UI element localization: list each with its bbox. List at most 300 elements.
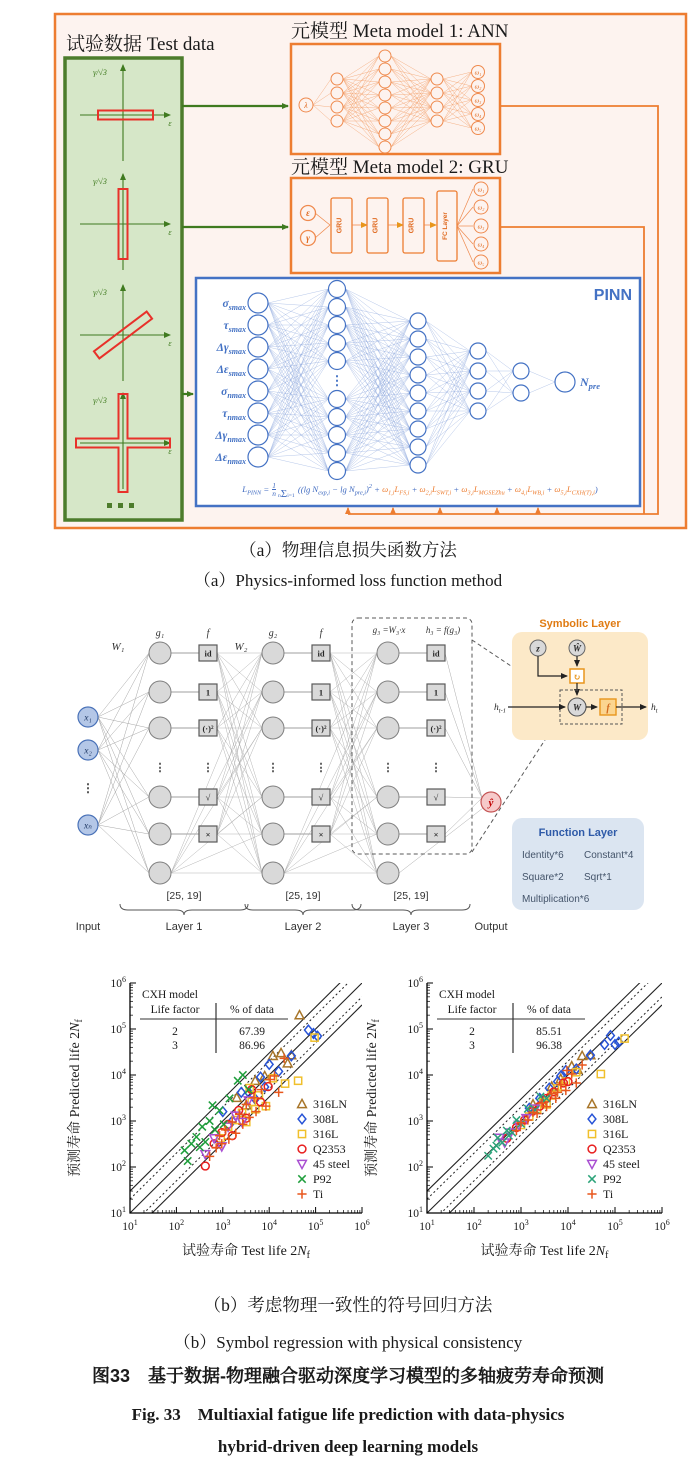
- figure-title-en-1: Fig. 33 Multiaxial fatigue life prediction with data-physics: [131, 1405, 565, 1424]
- formula-token: $\omega_{1,i}$: [382, 484, 395, 498]
- eql-op-label: √: [205, 792, 211, 803]
- x-tick-label: $10^4$: [261, 1218, 277, 1233]
- eql-op-label: id: [432, 648, 440, 659]
- eql-col-dots: ⋮: [382, 762, 394, 774]
- function-layer-item: Multiplication*6: [522, 894, 590, 905]
- eql-edge: [98, 797, 149, 825]
- table-col1-header: Life factor: [447, 1004, 497, 1016]
- f2-label: f: [319, 628, 323, 639]
- y-axis-title: 预测寿命 Predicted life $2N_f$: [365, 1019, 382, 1177]
- symbolic-layer-title: Symbolic Layer: [539, 618, 621, 630]
- ann-output-label: ω₅: [474, 125, 482, 133]
- table-col2-header: % of data: [526, 1004, 572, 1016]
- pinn-node: [248, 381, 268, 401]
- pinn-node: [410, 349, 426, 365]
- gamma-axis-label: γ/√3: [93, 288, 107, 297]
- eql-g-node: [377, 786, 399, 808]
- y-tick-label: $10^1$: [110, 1205, 126, 1220]
- layer-dims-label: [25, 19]: [285, 890, 321, 902]
- ann-node: [379, 102, 391, 114]
- eql-op-label: 1: [433, 687, 439, 698]
- w-hat-label: Ŵ: [572, 643, 582, 654]
- table-col2-header: % of data: [229, 1004, 275, 1016]
- epsilon-axis-label: ε: [168, 339, 172, 348]
- g2-label: g₂: [268, 628, 278, 639]
- ann-output-label: ω₄: [474, 111, 482, 119]
- eql-col-dots: ⋮: [430, 762, 442, 774]
- pinn-input-label: $\tau_{nmax}$: [222, 408, 246, 422]
- eql-edge: [98, 653, 149, 825]
- eql-op-label: (·)²: [202, 723, 214, 734]
- x-tick-label: $10^4$: [560, 1218, 576, 1233]
- epsilon-axis-label: ε: [168, 119, 172, 128]
- eql-op-label: √: [433, 792, 439, 803]
- eql-g-node: [262, 681, 284, 703]
- eql-col-dots: ⋮: [154, 762, 166, 774]
- figure-title-en-2: hybrid-driven deep learning models: [217, 1437, 479, 1456]
- gru-block-label: GRU: [372, 217, 380, 234]
- pinn-node: [248, 359, 268, 379]
- eql-edge: [330, 797, 377, 873]
- y-tick-label: $10^6$: [110, 975, 126, 990]
- formula-token: $\omega_{3,i}$: [461, 484, 474, 498]
- gru-output-label: ω₁: [477, 186, 485, 194]
- ann-node: [331, 87, 343, 99]
- eql-edge: [284, 692, 377, 873]
- table-col1-header: Life factor: [150, 1004, 200, 1016]
- legend-marker: [298, 1130, 305, 1137]
- layer-name-label: Output: [474, 921, 508, 933]
- eql-g-node: [377, 642, 399, 664]
- pinn-input-label: $\Delta\varepsilon_{smax}$: [216, 364, 246, 378]
- pinn-node: [470, 363, 486, 379]
- figure-title-zh: 图33 基于数据-物理融合驱动深度学习模型的多轴疲劳寿命预测: [91, 1366, 604, 1386]
- eql-output-label: ŷ: [488, 797, 494, 809]
- scatter-point: [295, 1011, 304, 1019]
- scatter-point: [209, 1102, 216, 1109]
- pinn-node: [555, 372, 575, 392]
- gru-output-label: ω₄: [477, 241, 485, 249]
- legend-marker: [588, 1114, 596, 1124]
- g1-label: g₁: [155, 628, 165, 639]
- ann-node: [379, 128, 391, 140]
- scatter-point: [202, 1138, 209, 1145]
- eql-edge: [98, 717, 149, 873]
- pinn-node: [410, 403, 426, 419]
- z-label: z: [536, 643, 540, 654]
- table-title: CXH model: [439, 989, 495, 1001]
- eql-input-label: x₂: [84, 746, 92, 757]
- pinn-node: [248, 337, 268, 357]
- eql-edge: [98, 728, 149, 825]
- scatter-point: [231, 1129, 240, 1138]
- pinn-input-label: $\sigma_{nmax}$: [221, 386, 246, 400]
- x-tick-label: $10^5$: [307, 1218, 324, 1233]
- legend: [587, 1097, 640, 1201]
- x-tick-label: $10^3$: [215, 1218, 231, 1233]
- function-layer-item: Square*2: [522, 872, 564, 883]
- table-percent: 86.96: [239, 1040, 265, 1052]
- y-tick-label: $10^2$: [407, 1159, 423, 1174]
- table-percent: 96.38: [536, 1040, 562, 1052]
- eql-g-node: [262, 862, 284, 884]
- x-axis-title: 试验寿命 Test life $2N_f$: [182, 1244, 310, 1261]
- caption-b-en: （b）Symbol regression with physical consistency: [173, 1333, 523, 1352]
- eql-g-node: [262, 786, 284, 808]
- formula-token: ((lg: [295, 484, 313, 495]
- legend-marker: [297, 1189, 306, 1198]
- legend-label: P92: [603, 1172, 622, 1186]
- pinn-node: [329, 353, 346, 370]
- layer-name-label: Layer 3: [392, 921, 430, 933]
- legend-marker: [588, 1160, 597, 1168]
- legend: [297, 1097, 350, 1201]
- fc-layer-label: FC Layer: [442, 212, 449, 240]
- eql-edge: [98, 653, 149, 750]
- layer-brace: [352, 904, 470, 915]
- ann-input-label: λ: [304, 101, 308, 110]
- eql-input-label: x₁: [84, 713, 92, 724]
- eql-g-node: [377, 862, 399, 884]
- legend-label: Q2353: [603, 1142, 636, 1156]
- legend-label: 316L: [313, 1127, 339, 1141]
- f1-label: f: [206, 628, 210, 639]
- table-life-factor: 3: [172, 1040, 178, 1052]
- formula-token: − lg: [330, 484, 349, 495]
- pinn-input-label: $\Delta\gamma_{smax}$: [216, 342, 246, 356]
- eql-g-node: [149, 642, 171, 664]
- formula-token: $L_{SWT,i}$: [432, 484, 452, 498]
- pinn-node: [410, 385, 426, 401]
- legend-label: 316LN: [313, 1097, 347, 1111]
- formula-token: $\omega_{4,i}$: [514, 484, 528, 498]
- eql-edge: [98, 717, 149, 834]
- gru-input-label: ε: [306, 208, 310, 218]
- ann-node: [431, 87, 443, 99]
- pinn-node: [329, 409, 346, 426]
- scatter-point: [295, 1077, 302, 1084]
- inset-table: [140, 989, 288, 1053]
- pinn-node: [329, 299, 346, 316]
- eql-op-label: id: [317, 648, 325, 659]
- scatter-point: [193, 1133, 200, 1140]
- panel-a: [55, 14, 686, 528]
- eql-edge: [98, 692, 149, 750]
- w-label: W: [572, 702, 582, 713]
- table-percent: 85.51: [536, 1026, 562, 1038]
- eql-edge: [217, 692, 262, 873]
- function-layer-item: Sqrt*1: [584, 872, 612, 883]
- concat-icon: ↻: [573, 672, 581, 682]
- function-layer-item: Constant*4: [584, 850, 634, 861]
- formula-token: $\omega_{5,i}$: [554, 484, 567, 498]
- function-layer: [512, 818, 644, 910]
- eql-op-label: ×: [318, 829, 324, 840]
- eql-op-label: 1: [205, 687, 211, 698]
- formula-token: $L_{PINN}$: [242, 484, 262, 498]
- gamma-axis-label: γ/√3: [93, 177, 107, 186]
- pinn-node: [513, 385, 529, 401]
- scatter-point: [239, 1071, 246, 1078]
- gru-output-label: ω₂: [477, 204, 485, 212]
- eql-op-label: (·)²: [315, 723, 327, 734]
- eql-g-node: [377, 823, 399, 845]
- eql-g-node: [262, 823, 284, 845]
- formula-token: nΣi=1: [277, 488, 295, 501]
- legend-marker: [588, 1099, 597, 1107]
- eql-g-node: [149, 786, 171, 808]
- pinn-input-label: $\sigma_{smax}$: [222, 298, 246, 312]
- panel-b: [76, 618, 658, 933]
- legend-marker: [588, 1175, 595, 1182]
- pinn-node: [470, 383, 486, 399]
- ann-node: [379, 50, 391, 62]
- eql-op-label: id: [204, 648, 212, 659]
- legend-marker: [587, 1189, 596, 1198]
- legend-marker: [298, 1160, 307, 1168]
- pinn-model: [196, 278, 640, 506]
- scatter-plot-right: [364, 961, 670, 1261]
- formula-token: )$^2$: [365, 483, 372, 495]
- ann-node: [331, 73, 343, 85]
- eql-op-label: √: [318, 792, 324, 803]
- gamma-axis-label: γ/√3: [93, 396, 107, 405]
- ann-output-label: ω₃: [474, 97, 482, 105]
- ellipsis-dot: [118, 503, 123, 508]
- formula-token: ): [594, 484, 598, 495]
- layer-dims-label: [25, 19]: [166, 890, 202, 902]
- eql-edge: [217, 797, 262, 873]
- scatter-point: [265, 1060, 273, 1070]
- eql-edge: [217, 728, 262, 873]
- eql-g-node: [149, 862, 171, 884]
- formula-token: $\frac{1}{n}$: [272, 481, 276, 499]
- w1-label: W₁: [111, 641, 125, 653]
- pinn-output-label: $N_{pre}$: [580, 375, 601, 391]
- pinn-node: [329, 281, 346, 298]
- scatter-point: [199, 1123, 206, 1130]
- legend-label: 45 steel: [603, 1157, 640, 1171]
- eql-g-node: [149, 681, 171, 703]
- formula-token: +: [371, 484, 383, 495]
- w2-label: W₂: [234, 641, 248, 653]
- eql-edge: [98, 750, 149, 834]
- pinn-node: [329, 445, 346, 462]
- table-life-factor: 2: [469, 1026, 475, 1038]
- eql-input-dots: ⋮: [82, 781, 94, 795]
- pinn-node: [329, 463, 346, 480]
- legend-marker: [298, 1145, 306, 1153]
- layer-brace: [120, 904, 248, 915]
- test-data-title: 试验数据 Test data: [66, 34, 215, 55]
- x-tick-label: $10^3$: [513, 1218, 529, 1233]
- pinn-node: [513, 363, 529, 379]
- y-tick-label: $10^5$: [110, 1021, 126, 1036]
- eql-col-dots: ⋮: [315, 762, 327, 774]
- pinn-node: [329, 317, 346, 334]
- y-tick-label: $10^4$: [407, 1067, 423, 1082]
- eql-g-node: [377, 681, 399, 703]
- scatter-point: [181, 1147, 188, 1154]
- ann-node: [431, 115, 443, 127]
- eql-edge: [98, 750, 149, 873]
- pinn-hidden-dots: ⋮: [330, 373, 344, 388]
- formula-token: $L_{FS,i}$: [394, 484, 410, 498]
- ann-node: [379, 63, 391, 75]
- y-tick-label: $10^3$: [407, 1113, 423, 1128]
- x-tick-label: $10^1$: [419, 1218, 435, 1233]
- legend-label: P92: [313, 1172, 332, 1186]
- legend-label: Q2353: [313, 1142, 346, 1156]
- gru-output-label: ω₅: [477, 259, 485, 267]
- ann-node: [431, 101, 443, 113]
- pinn-node: [248, 315, 268, 335]
- pinn-node: [410, 331, 426, 347]
- epsilon-axis-label: ε: [168, 228, 172, 237]
- eql-edge: [445, 797, 482, 798]
- formula-token: $L_{WB,i}$: [527, 484, 545, 498]
- legend-marker: [588, 1145, 596, 1153]
- y-tick-label: $10^2$: [110, 1159, 126, 1174]
- y-tick-label: $10^4$: [110, 1067, 126, 1082]
- formula-token: $L_{CXH(T),i}$: [566, 484, 595, 498]
- legend-label: Ti: [603, 1187, 614, 1201]
- legend-marker: [588, 1130, 595, 1137]
- x-tick-label: $10^5$: [607, 1218, 623, 1233]
- pinn-node: [248, 425, 268, 445]
- eql-edge: [98, 825, 149, 834]
- x-tick-label: $10^1$: [122, 1218, 138, 1233]
- legend-label: Ti: [313, 1187, 324, 1201]
- gru-input-label: γ: [306, 233, 310, 243]
- scatter-point: [188, 1140, 195, 1147]
- table-life-factor: 2: [172, 1026, 178, 1038]
- scatter-point: [184, 1157, 191, 1164]
- ann-output-label: ω₁: [474, 69, 482, 77]
- pinn-node: [410, 313, 426, 329]
- formula-token: $N_{pre,i}$: [348, 484, 366, 498]
- formula-token: $\omega_{2,i}$: [419, 484, 432, 498]
- legend-label: 308L: [313, 1112, 339, 1126]
- pinn-node: [248, 403, 268, 423]
- formula-token: +: [504, 484, 515, 495]
- table-title: CXH model: [142, 989, 198, 1001]
- eql-edge: [445, 692, 482, 798]
- eql-edge: [98, 653, 149, 717]
- ann-node: [331, 115, 343, 127]
- eql-col-dots: ⋮: [202, 762, 214, 774]
- eql-g-node: [262, 642, 284, 664]
- eql-g-node: [262, 717, 284, 739]
- gamma-axis-label: γ/√3: [93, 68, 107, 77]
- eql-g-node: [149, 823, 171, 845]
- scatter-point: [274, 1088, 283, 1097]
- eql-edge: [171, 692, 262, 873]
- function-layer-item: Identity*6: [522, 850, 564, 861]
- f-label: f: [606, 703, 610, 714]
- ann-output-label: ω₂: [474, 83, 482, 91]
- legend-marker: [298, 1099, 307, 1107]
- scatter-plot-left: [67, 961, 370, 1261]
- layer-name-label: Layer 1: [165, 921, 203, 933]
- pinn-node: [410, 421, 426, 437]
- meta-model-1-title: 元模型 Meta model 1: ANN: [291, 21, 509, 42]
- formula-token: +: [409, 484, 420, 495]
- pinn-node: [329, 427, 346, 444]
- meta-model-2-title: 元模型 Meta model 2: GRU: [291, 157, 509, 178]
- y-tick-label: $10^5$: [407, 1021, 423, 1036]
- eql-edge: [445, 653, 482, 798]
- caption-b-zh: （b）考虑物理一致性的符号回归方法: [203, 1295, 493, 1315]
- layer-name-label: Layer 2: [284, 921, 322, 933]
- legend-label: 45 steel: [313, 1157, 350, 1171]
- eql-edge: [445, 728, 482, 798]
- epsilon-axis-label: ε: [168, 447, 172, 456]
- ann-node: [379, 89, 391, 101]
- legend-marker: [298, 1175, 305, 1182]
- h3-header: h₃ = f(g₃): [425, 625, 461, 635]
- table-percent: 67.39: [239, 1026, 265, 1038]
- formula-token: +: [451, 484, 462, 495]
- eql-edge: [98, 692, 149, 717]
- pinn-node: [410, 457, 426, 473]
- ann-node: [331, 101, 343, 113]
- eql-edge: [98, 692, 149, 825]
- scatter-point: [211, 1126, 218, 1133]
- pinn-node: [248, 447, 268, 467]
- ann-node: [379, 76, 391, 88]
- function-layer-title: Function Layer: [538, 827, 618, 839]
- eql-edge: [445, 798, 482, 834]
- y-tick-label: $10^1$: [407, 1205, 423, 1220]
- ann-node: [431, 73, 443, 85]
- gru-output-label: ω₃: [477, 223, 485, 231]
- scatter-point: [201, 1162, 209, 1170]
- pinn-node: [470, 343, 486, 359]
- gru-block-label: GRU: [408, 217, 416, 234]
- eql-edge: [330, 692, 377, 873]
- pinn-title: PINN: [593, 287, 632, 304]
- eql-input-label: xₙ: [83, 821, 93, 832]
- eql-op-label: (·)²: [430, 723, 442, 734]
- legend-marker: [298, 1114, 306, 1124]
- scatter-point: [578, 1051, 587, 1059]
- pinn-input-label: $\tau_{smax}$: [223, 320, 246, 334]
- ellipsis-dot: [129, 503, 134, 508]
- ellipsis-dot: [107, 503, 112, 508]
- pinn-input-label: $\Delta\varepsilon_{nmax}$: [215, 452, 246, 466]
- y-tick-label: $10^3$: [110, 1113, 126, 1128]
- legend-label: 316L: [603, 1127, 629, 1141]
- eql-g-node: [377, 717, 399, 739]
- table-life-factor: 3: [469, 1040, 475, 1052]
- inset-table: [437, 989, 585, 1053]
- g3-header: g₃ =W₃·x: [372, 625, 406, 635]
- x-axis-title: 试验寿命 Test life $2N_f$: [480, 1244, 609, 1261]
- pinn-node: [410, 367, 426, 383]
- formula-token: =: [261, 484, 272, 495]
- x-tick-label: $10^6$: [654, 1218, 670, 1233]
- ann-node: [379, 115, 391, 127]
- caption-a-zh: （a）物理信息损失函数方法: [239, 540, 457, 560]
- legend-label: 308L: [603, 1112, 629, 1126]
- layer-dims-label: [25, 19]: [393, 890, 429, 902]
- legend-label: 316LN: [603, 1097, 637, 1111]
- ann-node: [379, 141, 391, 153]
- x-tick-label: $10^2$: [168, 1218, 185, 1233]
- formula-token: $N_{exp,i}$: [312, 484, 331, 498]
- pinn-node: [248, 293, 268, 313]
